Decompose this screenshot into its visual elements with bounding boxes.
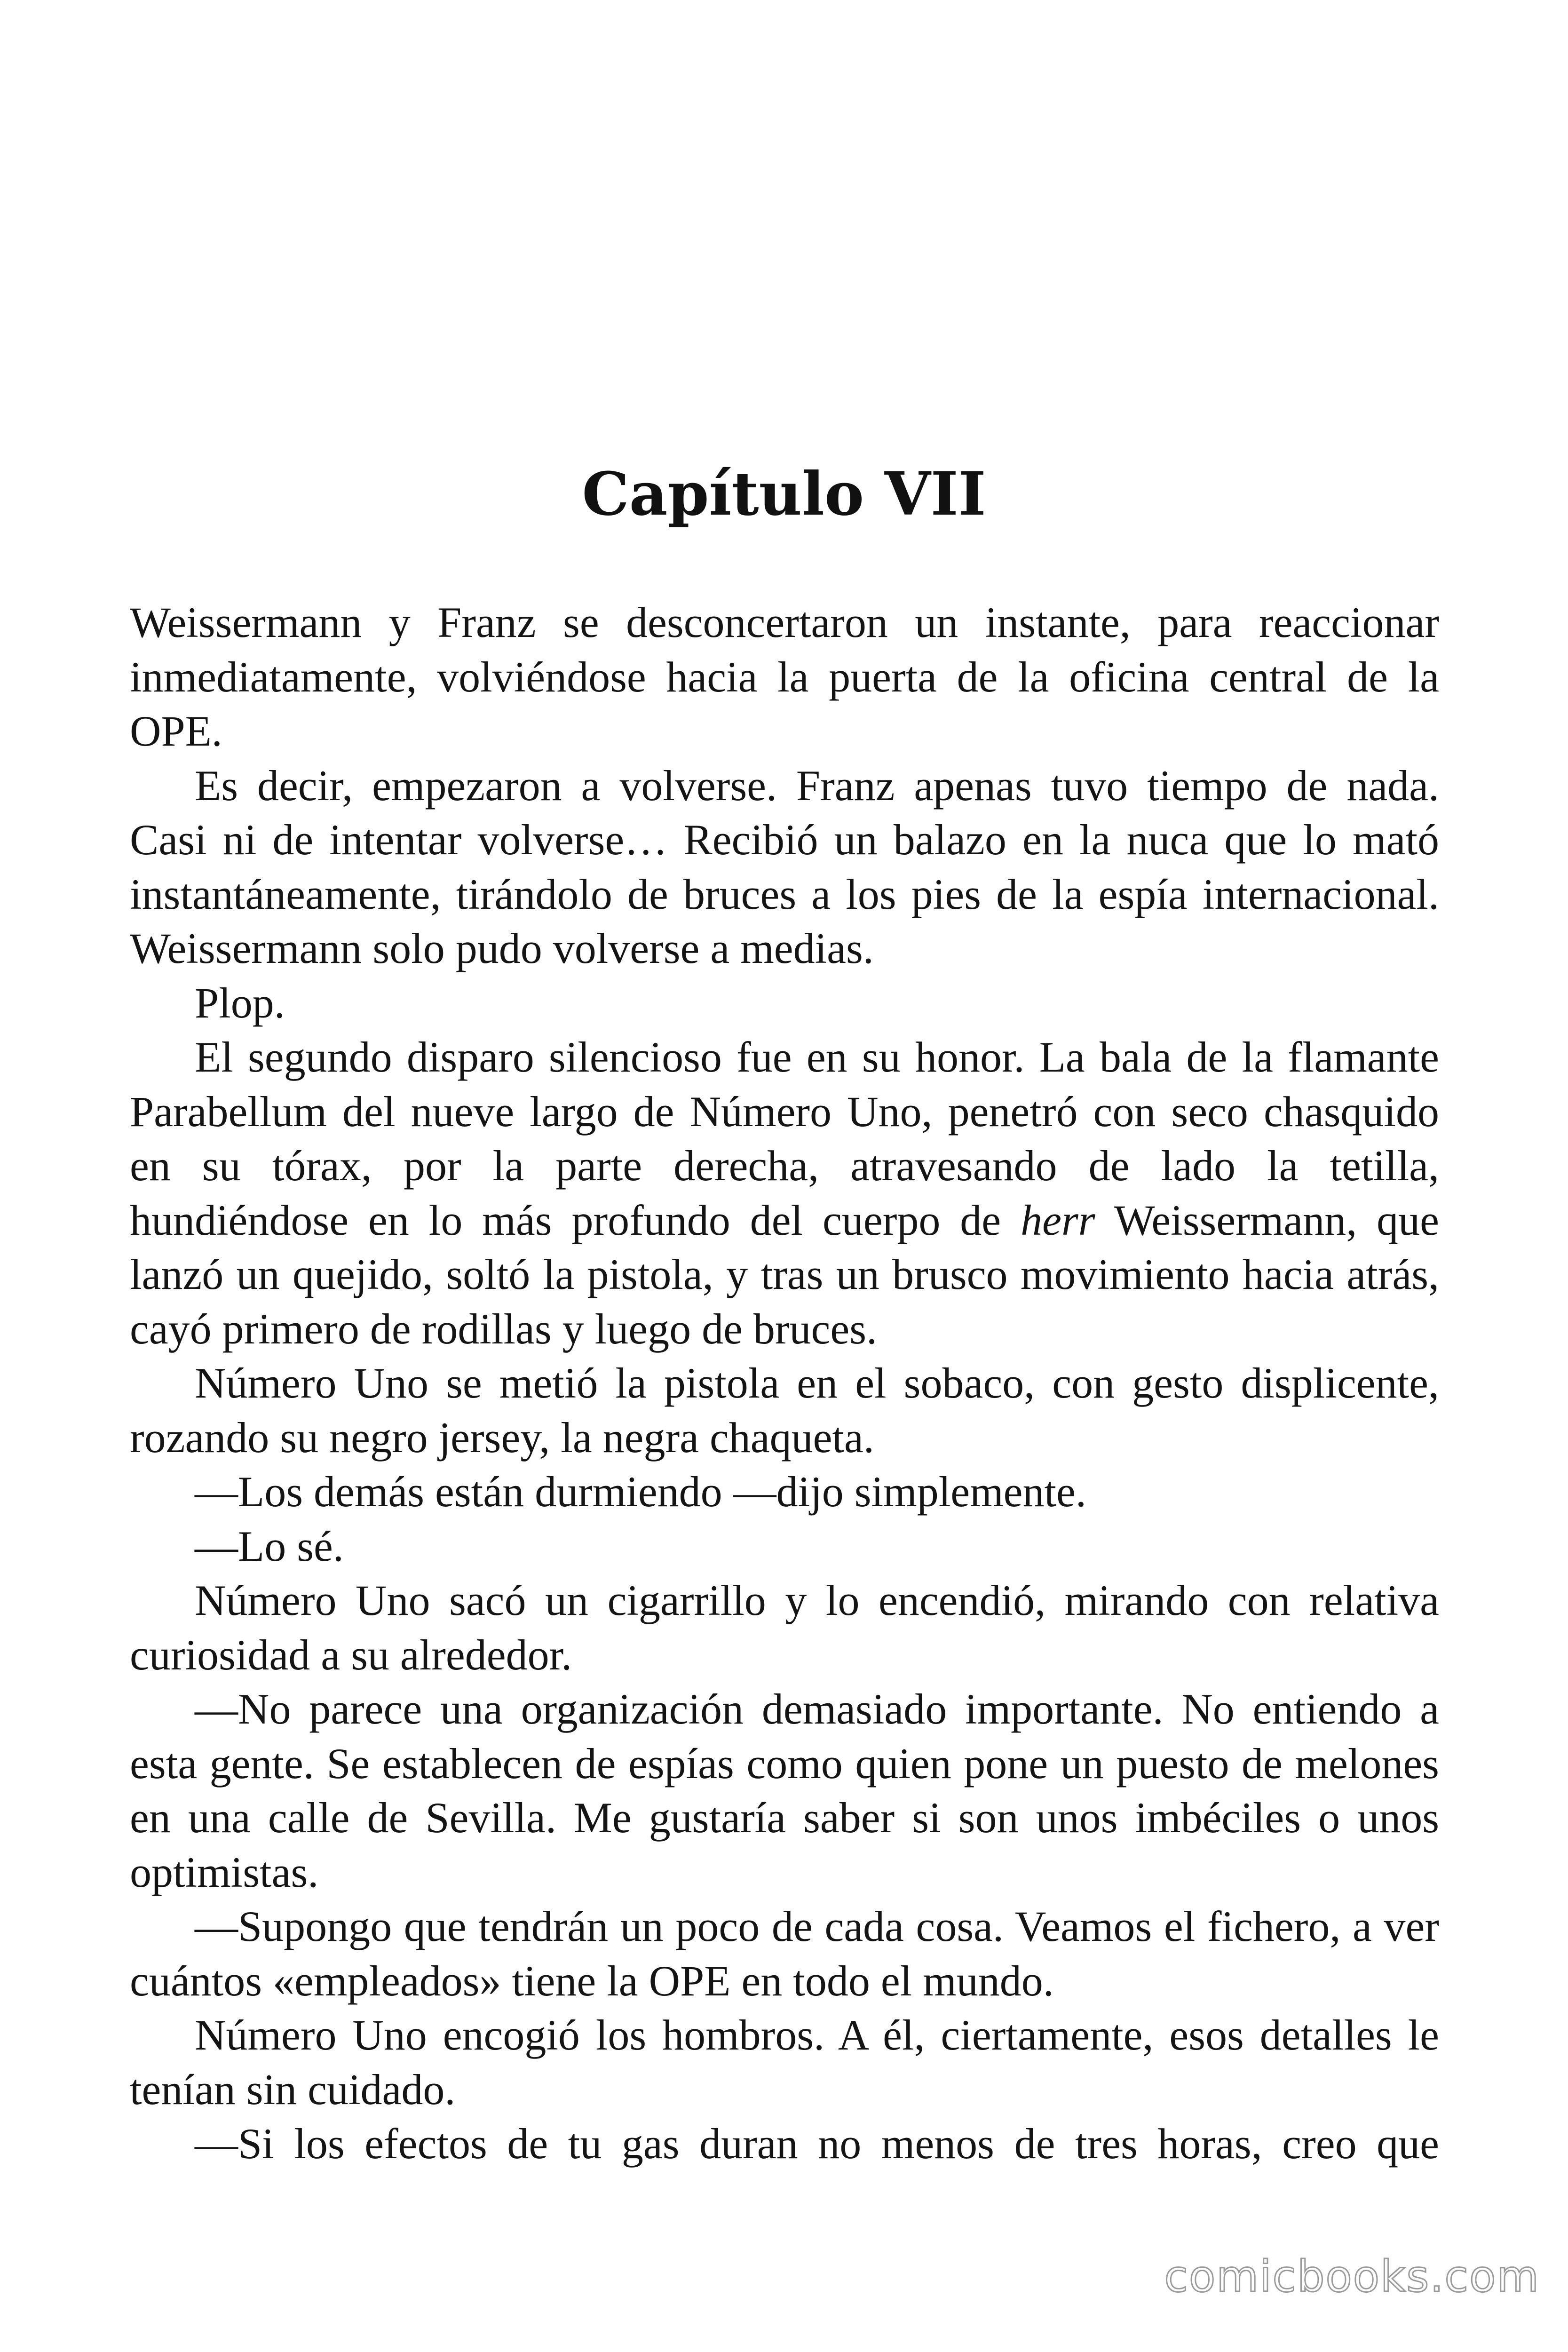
paragraph-6: —Los demás están durmiendo —dijo simplemente. [195,1468,1086,1516]
chapter-title: Capítulo VII [582,459,986,529]
paragraph-7: —Lo sé. [195,1522,344,1570]
paragraph-4 [130,1030,1439,1356]
paragraph-8: Número Uno sacó un cigarrillo y lo encendió, mirando con relativa curiosidad a su alrededor. [130,1576,1439,1679]
chapter-body [130,596,1439,2171]
paragraph-4-emphasis: herr [1021,1196,1095,1244]
paragraph-4-after: Weissermann, que lanzó un quejido, soltó la pistola, y tras un brusco movimiento hacia atrás, cayó primero de rodillas y luego de bruces. [130,1196,1439,1353]
paragraph-1: Weissermann y Franz se desconcertaron un instante, para reaccionar inmediatamente, volviéndose hacia la puerta de la oficina central de la OPE. [130,598,1439,755]
paragraph-11: Número Uno encogió los hombros. A él, ciertamente, esos detalles le tenían sin cuidado. [130,2011,1439,2114]
watermark: comicbooks.com [1164,2251,1540,2302]
paragraph-5: Número Uno se metió la pistola en el sobaco, con gesto displicente, rozando su negro jersey, la negra chaqueta. [130,1359,1439,1462]
paragraph-10: —Supongo que tendrán un poco de cada cosa. Veamos el fichero, a ver cuántos «empleados» tiene la OPE en todo el mundo. [130,1902,1439,2005]
paragraph-4-before: El segundo disparo silencioso fue en su honor. La bala de la flamante Parabellum del nueve largo de Número Uno, penetró con seco chasquido en su tórax, por la parte derecha, atravesando de lado la tetilla, hundiéndose en lo más profundo del cuerpo de [130,1033,1439,1244]
paragraph-2: Es decir, empezaron a volverse. Franz apenas tuvo tiempo de nada. Casi ni de intentar volverse… Recibió un balazo en la nuca que lo mató instantáneamente, tirándolo de bruces a los pies de la espía internacional. Weissermann solo pudo volverse a medias. [130,761,1439,972]
paragraph-3: Plop. [195,978,285,1027]
paragraph-12: —Si los efectos de tu gas duran no menos de tres horas, creo que [195,2120,1439,2168]
paragraph-9: —No parece una organización demasiado importante. No entiendo a esta gente. Se establecen de espías como quien pone un puesto de melones en una calle de Sevilla. Me gustaría saber si son unos imbéciles o unos optimistas. [130,1685,1439,1896]
